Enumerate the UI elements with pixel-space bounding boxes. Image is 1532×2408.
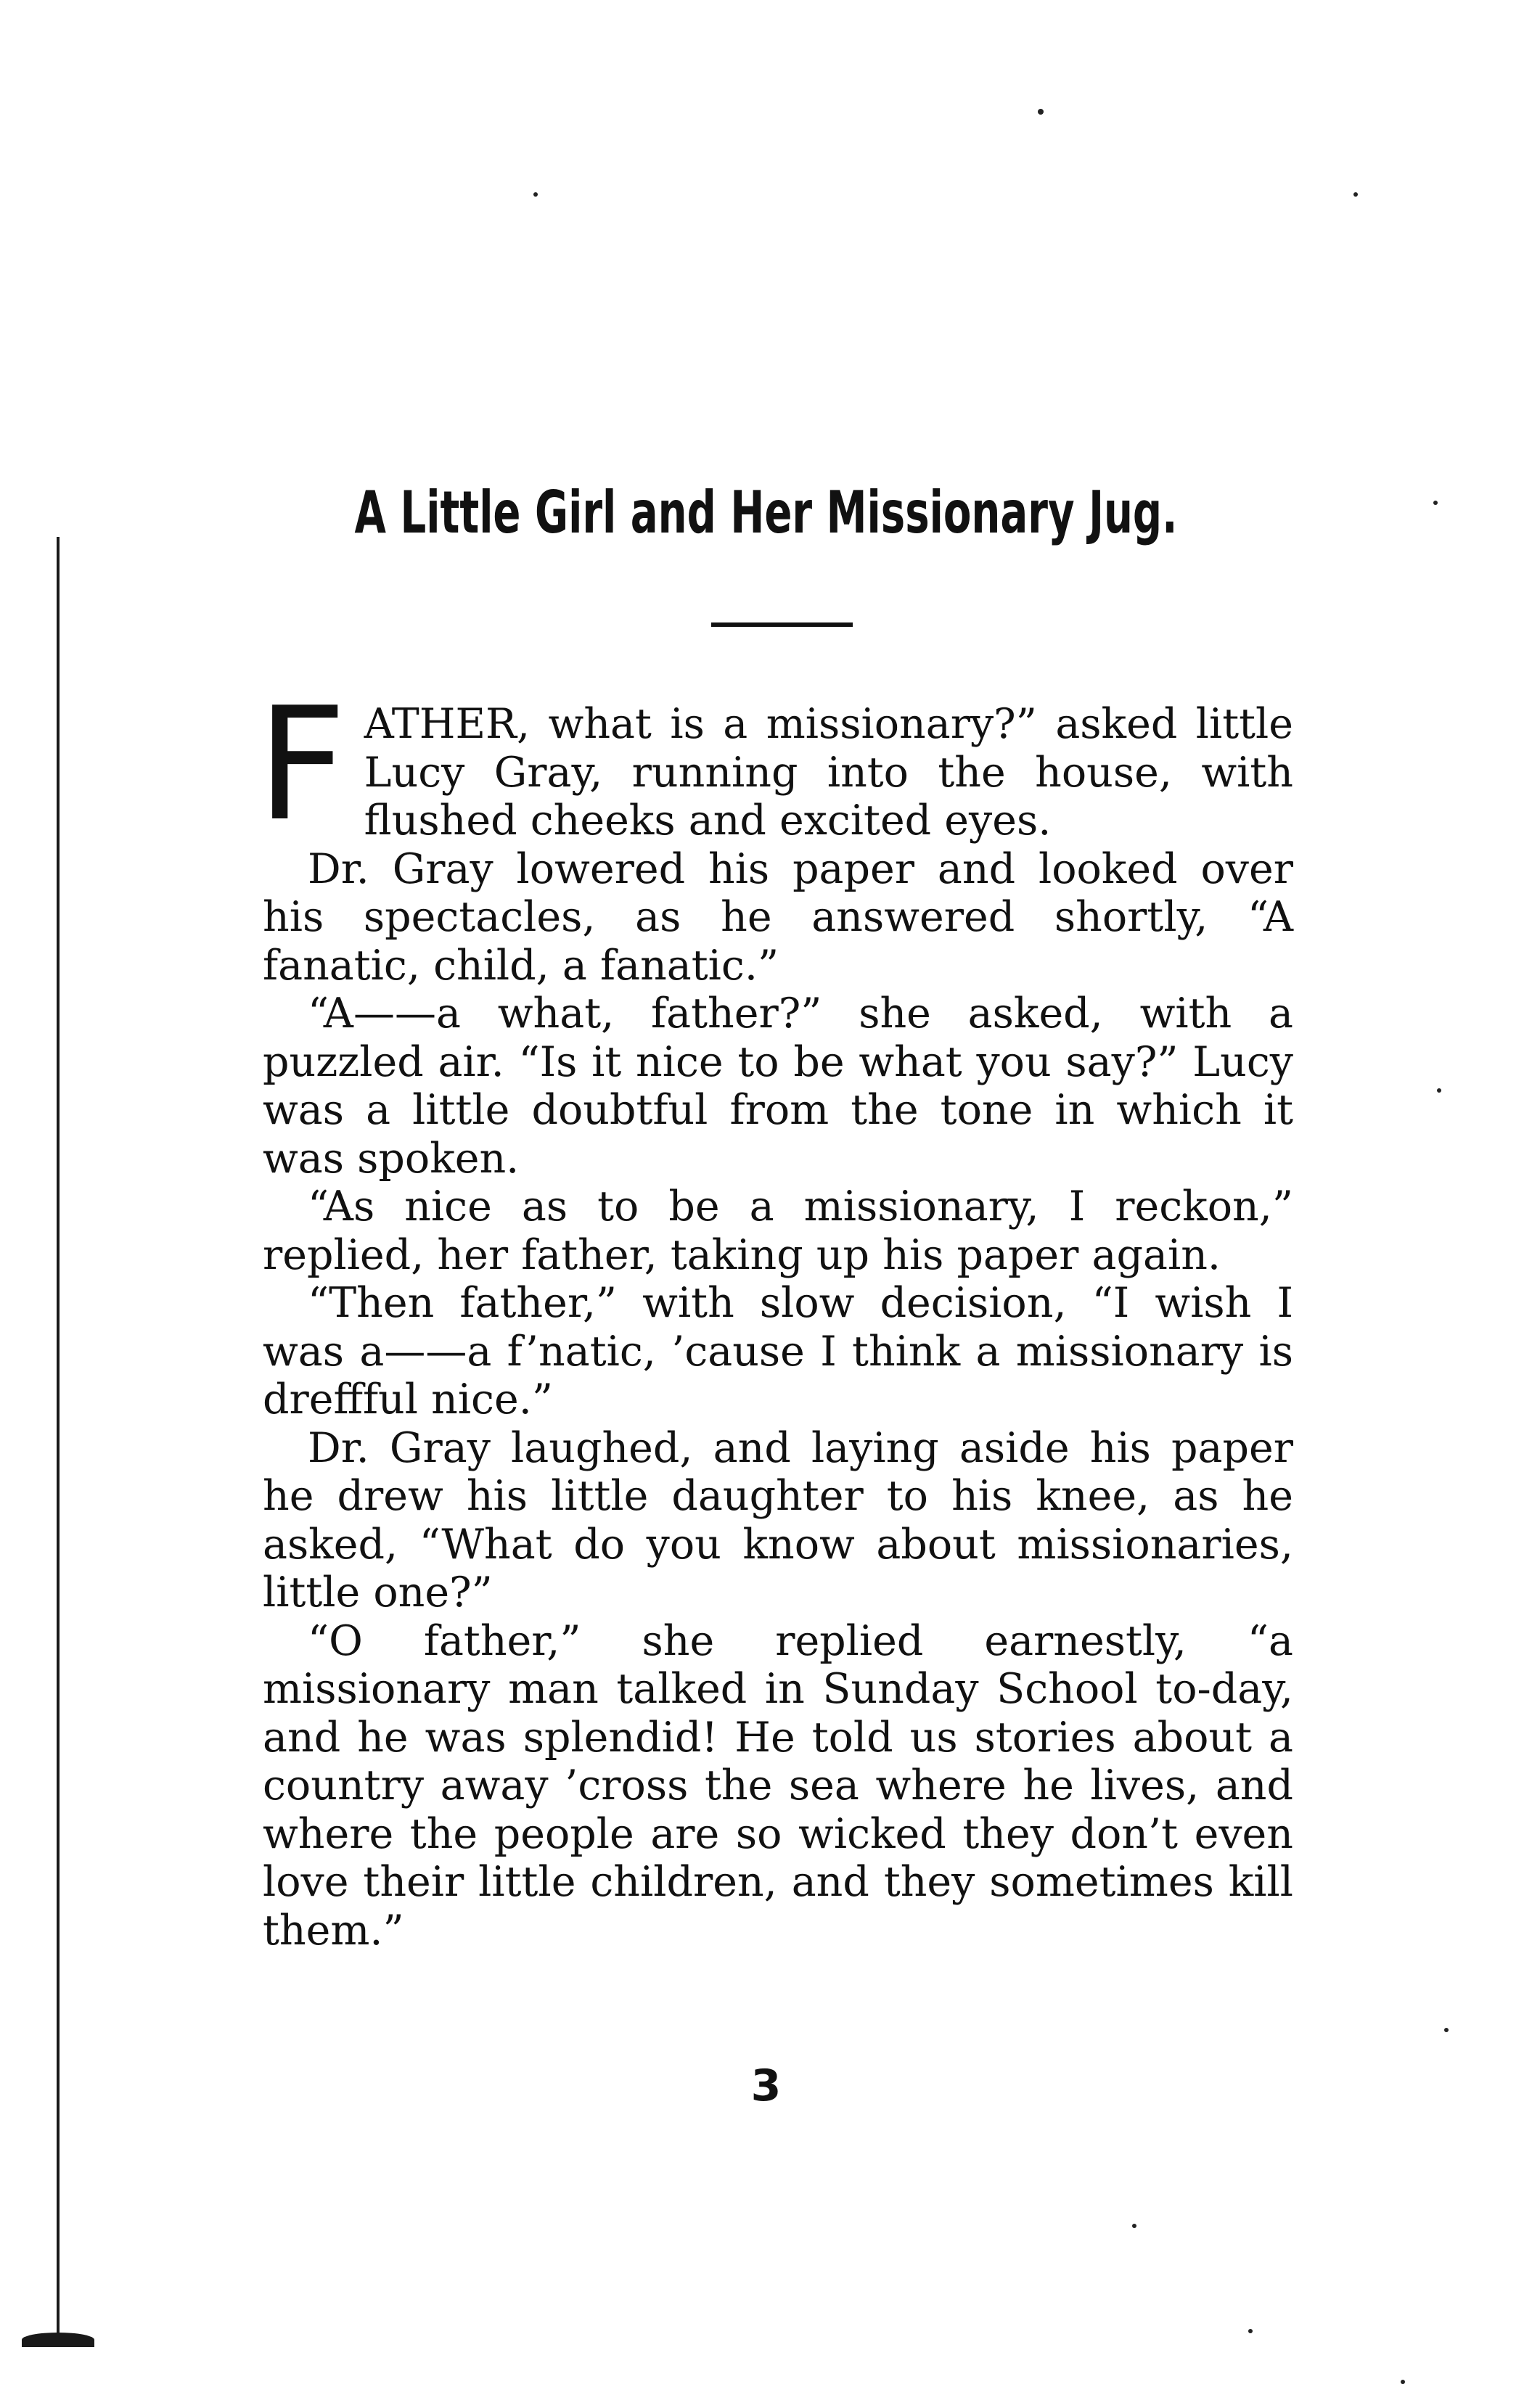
print-speck <box>1353 192 1358 197</box>
title-rule <box>711 622 853 627</box>
paragraph <box>257 673 1293 855</box>
page-number: 3 <box>750 2060 782 2111</box>
print-speck <box>533 192 538 197</box>
chapter-title: A Little Girl and Her Missionary Jug. <box>354 479 1178 546</box>
paragraph: “A——a what, father?” she asked, with a puzzled air. “Is it nice to be what you say?” Lucy was a little doubtful from the tone in which it was spoken. <box>263 990 1293 1183</box>
drop-cap: F <box>257 673 347 855</box>
print-speck <box>1444 2028 1449 2032</box>
paragraph-text: ATHER, what is a missionary?” asked little Lucy Gray, running into the house, with flushed cheeks and excited eyes. <box>364 700 1293 845</box>
print-speck <box>1038 109 1044 115</box>
print-speck <box>1248 2329 1253 2333</box>
paragraph: Dr. Gray lowered his paper and looked over his spectacles, as he answered shortly, “A fanatic, child, a fanatic.” <box>263 845 1293 990</box>
paragraph: “Then father,” with slow decision, “I wish I was a——a f’natic, ’cause I think a missionary is dreffful nice.” <box>263 1279 1293 1423</box>
binding-edge-base <box>22 2333 94 2347</box>
print-speck <box>1433 501 1438 505</box>
paragraph: “As nice as to be a missionary, I reckon,” replied, her father, taking up his paper again. <box>263 1183 1293 1279</box>
story-text <box>257 673 1293 1955</box>
print-speck <box>1401 2380 1405 2384</box>
print-speck <box>1437 1088 1441 1093</box>
paragraph: Dr. Gray laughed, and laying aside his paper he drew his little daughter to his knee, as he asked, “What do you know about missionaries, little one?” <box>263 1423 1293 1616</box>
print-speck <box>1132 2224 1136 2228</box>
paragraph: “O father,” she replied earnestly, “a missionary man talked in Sunday School to-day, and he was splendid! He told us stories about a country away ’cross the sea where he lives, and where the people are so wicked they don’t even love their little children, and they sometimes kill them.” <box>263 1616 1293 1955</box>
